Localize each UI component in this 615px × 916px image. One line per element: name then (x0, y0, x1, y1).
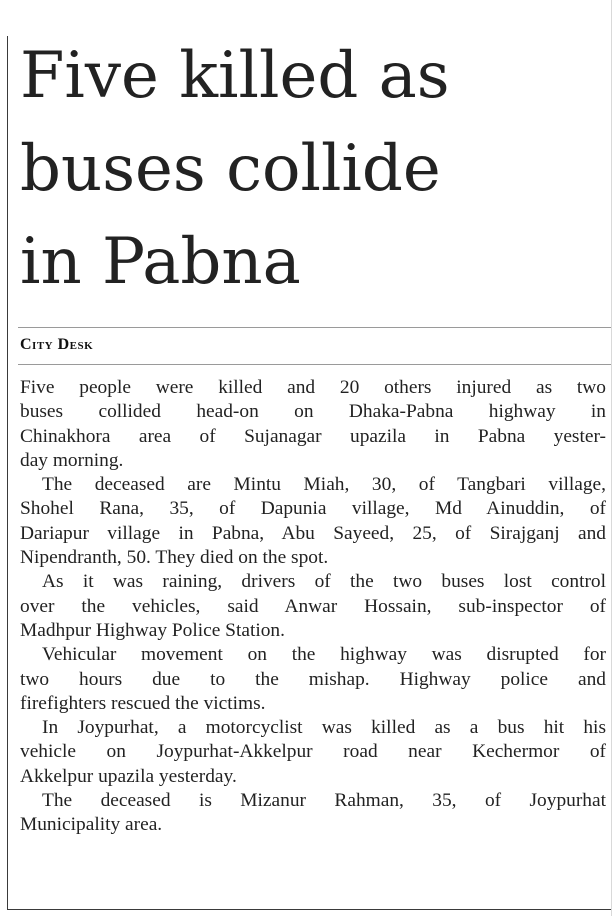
article-body (20, 376, 606, 838)
bottom-column-rule (7, 909, 611, 910)
byline-divider-top (18, 327, 611, 328)
article-paragraph (20, 789, 606, 838)
article-paragraph (20, 716, 606, 789)
right-edge-rule (611, 0, 612, 916)
text-line: Shohel Rana, 35, of Dapunia village, Md Ainuddin, of (20, 498, 606, 520)
text-line: In Joypurhat, a motorcyclist was killed as a bus hit his (42, 717, 606, 739)
text-line: day morning. (20, 449, 124, 471)
article-paragraph (20, 570, 606, 643)
text-line: Municipality area. (20, 814, 163, 836)
text-line: firefighters rescued the victims. (20, 692, 266, 714)
text-line: vehicle on Joypurhat-Akkelpur road near Kechermor of (20, 741, 606, 763)
headline (20, 30, 605, 309)
text-line: The deceased is Mizanur Rahman, 35, of Joypurhat (42, 790, 606, 812)
text-line: Nipendranth, 50. They died on the spot. (20, 547, 329, 569)
article-paragraph (20, 376, 606, 473)
text-line: Five people were killed and 20 others injured as two (20, 377, 606, 398)
byline-divider-bottom (18, 364, 611, 365)
text-line: Madhpur Highway Police Station. (20, 619, 285, 641)
headline-line: Five killed as (20, 39, 450, 113)
text-line: As it was raining, drivers of the two buses lost control (42, 571, 606, 593)
text-line: two hours due to the mishap. Highway police and (20, 668, 606, 690)
text-line: The deceased are Mintu Miah, 30, of Tangbari village, (42, 474, 606, 496)
left-column-rule (7, 36, 8, 910)
headline-line: buses collide (20, 132, 441, 206)
byline: City Desk (20, 336, 94, 353)
article-paragraph (20, 643, 606, 716)
text-line: buses collided head-on on Dhaka-Pabna highway in (20, 401, 606, 423)
text-line: over the vehicles, said Anwar Hossain, sub-inspector of (20, 595, 606, 617)
headline-line: in Pabna (20, 225, 301, 299)
text-line: Vehicular movement on the highway was disrupted for (42, 644, 606, 666)
text-line: Dariapur village in Pabna, Abu Sayeed, 25, of Sirajganj and (20, 522, 606, 544)
article-paragraph (20, 473, 606, 570)
text-line: Akkelpur upazila yesterday. (20, 765, 237, 787)
text-line: Chinakhora area of Sujanagar upazila in Pabna yester- (20, 425, 606, 447)
